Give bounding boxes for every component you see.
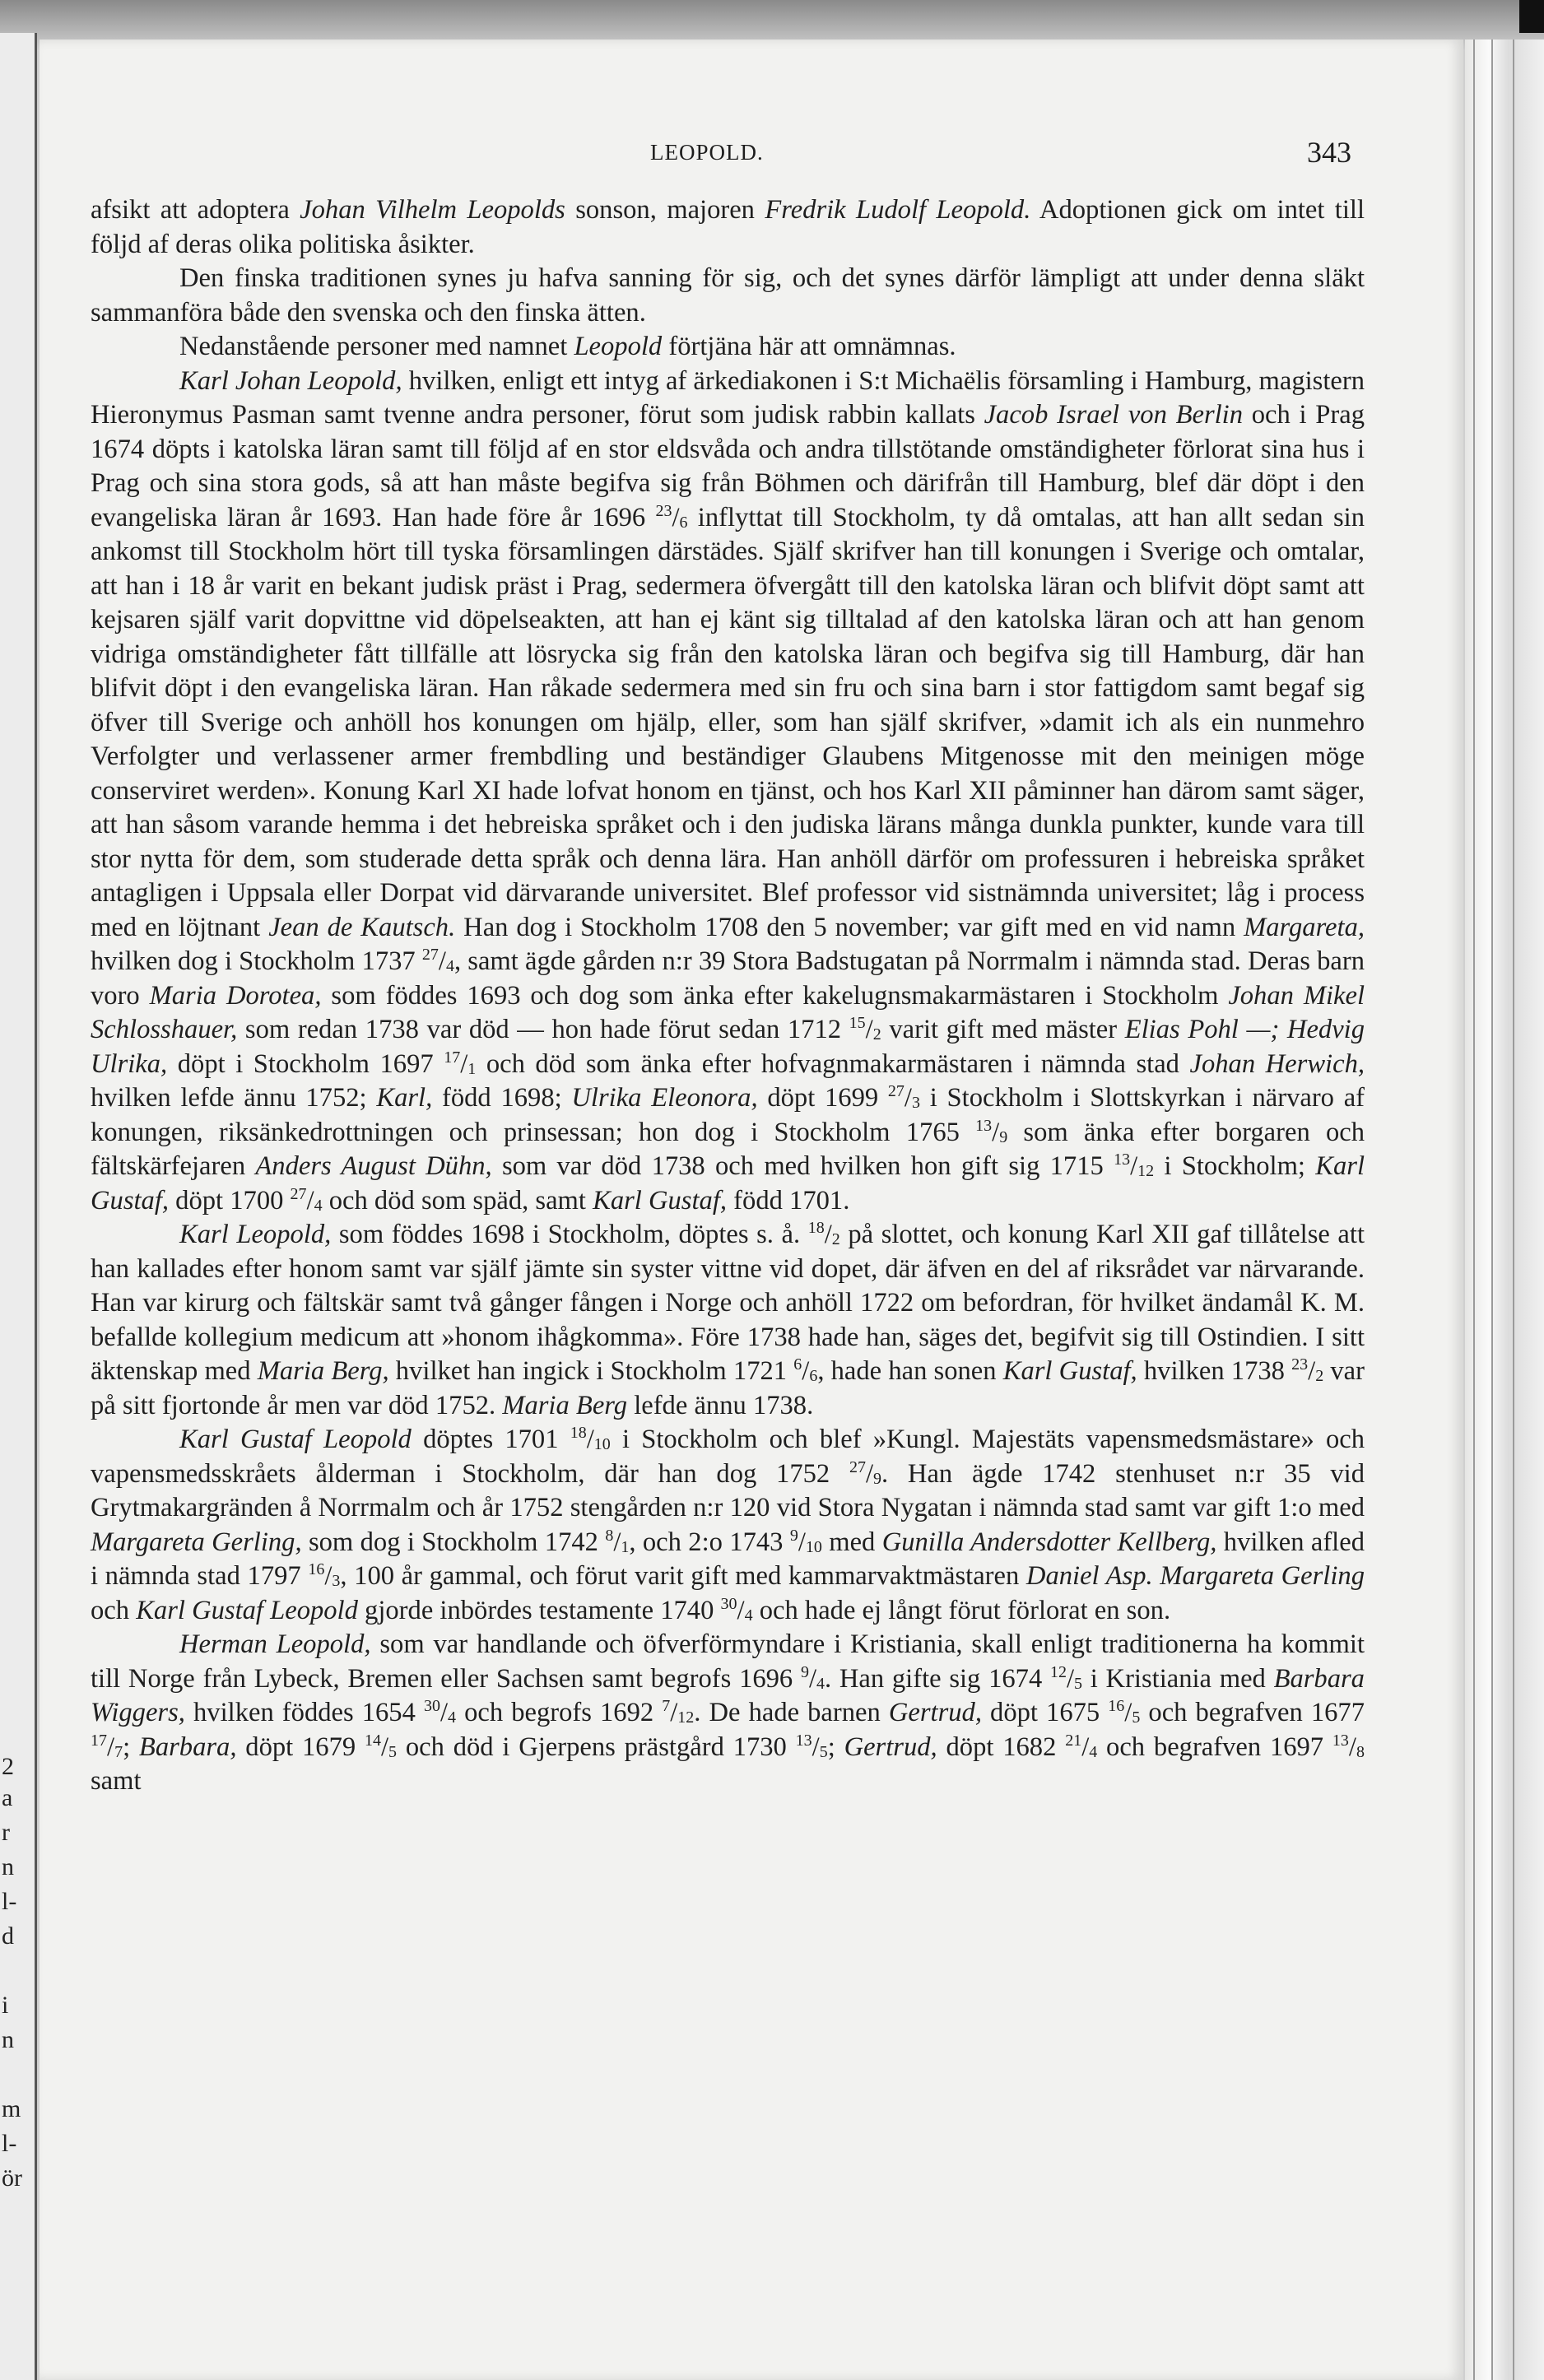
date-numerator: 13 — [795, 1731, 812, 1750]
date-numerator: 27 — [849, 1457, 866, 1476]
italic-name: Gertrud, — [844, 1732, 937, 1762]
date-denominator: 5 — [819, 1742, 828, 1761]
date-denominator: 4 — [1089, 1742, 1098, 1761]
text-run: och begrafven 1677 — [1140, 1698, 1365, 1727]
date-denominator: 10 — [593, 1435, 611, 1453]
italic-name: Karl Gustaf, — [91, 1151, 1365, 1216]
left-page-fragment: ör — [2, 2164, 22, 2192]
left-page-fragment: n — [2, 1853, 14, 1880]
date-numerator: 15 — [849, 1014, 866, 1032]
text-run: . De hade barnen — [694, 1698, 889, 1727]
text-run: / — [865, 1015, 873, 1044]
date-denominator: 5 — [1074, 1674, 1083, 1693]
date-denominator: 5 — [388, 1742, 398, 1761]
date-numerator: 7 — [662, 1697, 671, 1715]
date-denominator: 8 — [1356, 1742, 1365, 1761]
italic-name: Karl Gustaf, — [1002, 1356, 1137, 1386]
text-run: döpt 1675 — [981, 1698, 1109, 1727]
date-denominator: 9 — [999, 1127, 1008, 1146]
text-run: / — [107, 1732, 115, 1762]
date-numerator: 27 — [290, 1184, 307, 1203]
text-run: döpt 1679 — [236, 1732, 365, 1762]
text-run: hvilken lefde ännu 1752; — [91, 1083, 377, 1113]
text-run: , 100 år gammal, och förut varit gift med kammarvaktmästaren — [340, 1561, 1026, 1591]
date-numerator: 13 — [975, 1116, 993, 1135]
text-run: Adoptionen gick om intet till följd af deras olika politiska åsikter. — [91, 195, 1365, 259]
text-run: / — [1308, 1356, 1316, 1386]
text-run: / — [865, 1458, 874, 1489]
date-numerator: 30 — [720, 1594, 737, 1613]
text-run: / — [613, 1527, 621, 1557]
paragraph-adoption — [91, 193, 1365, 262]
text-run: i Stockholm och blef »Kungl. Majestäts vapensmedsmästare» och vapensmedsskråets ålderman i Stockholm, där han dog 1752 — [91, 1425, 1365, 1489]
text-run: född 1698; — [432, 1083, 572, 1113]
date-numerator: 23 — [655, 501, 672, 520]
text-run: / — [380, 1732, 389, 1762]
date-denominator: 9 — [873, 1469, 882, 1488]
text-run: i Stockholm; — [1154, 1151, 1316, 1181]
date-numerator: 6 — [793, 1355, 802, 1374]
italic-name: Johan Mikel Schlosshauer, — [91, 980, 1365, 1044]
date-numerator: 9 — [800, 1662, 809, 1681]
text-run: och i Prag 1674 döpts i katolska läran samt till följd af en stor eldsvåda och andra tillstötande omständigheter förlorat sina hus i Prag och sina stora gods, så att han måste begifva sig från Böhmen och därifrån till Hamburg, blef där döpt i den evangeliska läran år 1693. Han hade före år 1696 — [91, 400, 1365, 532]
text-run: i Stockholm i Slottskyrkan i närvaro af konungen, riksänkedrottningen och prinsessan; hon dog i Stockholm 1765 — [91, 1083, 1365, 1147]
date-denominator: 10 — [805, 1537, 822, 1556]
italic-name: Karl Johan Leopold, — [179, 365, 402, 396]
left-page-fragment: r — [2, 1819, 10, 1846]
left-page-fragment: a — [2, 1784, 13, 1811]
text-run: inflyttat till Stockholm, ty då omtalas, att han allt sedan sin ankomst till Stockholm hört till tyska församlingen därstädes. Själf skrifver han till konungen i Sverige och omtalar, att han i 18 år varit en bekant judisk präst i Prag, sedermera öfvergått till den katolska läran och blifvit döpt samt att kejsaren själf varit dopvittne vid döpelseakten, att han ej känt sig tilltalad af den katolska läran och att han genom vidriga omständigheter fått tillfälle att lösrycka sig från den katolska läran och begifva sig till Hamburg, där han blifvit döpt i den evangeliska läran. Han råkade sedermera med sin fru och sina barn i stor fattigdom samt begaf sig öfver till Sverige och anhöll hos konungen om hjälp, eller, som han själf skrifver, »damit ich als ein nunmehro Verfolgter und verlassener armer frembdling und beständiger Glaubens Mitgenosse mit den meinigen möge conserviret werden». Konung Karl XI hade lofvat honom en tjänst, och hos Karl XII påminner han därom samt säger, att han såsom varande hemma i det hebreiska språket och i den judiska lärans många dunkla punkter, kunde vara till stor nytta för dem, som studerade detta språk och denna lära. Han anhöll därför om professuren i hebreiska språket antagligen i Uppsala eller Dorpat vid därvarande universitet. Blef professor vid sistnämnda universitet; låg i process med en löjtnant — [91, 502, 1365, 942]
body-text — [91, 193, 1365, 1799]
date-denominator: 1 — [467, 1059, 477, 1078]
date-numerator: 16 — [1108, 1697, 1125, 1715]
page-edge-line — [1491, 40, 1493, 2380]
text-run: som var död 1738 och med hvilken hon gift sig 1715 — [491, 1151, 1114, 1181]
text-run: . Han ägde 1742 stenhuset n:r 35 vid Grytmakargränden å Norrmalm och år 1752 stengården n:r 120 vid Stora Nygatan i nämnda stad samt var gift 1:o med — [91, 1458, 1365, 1522]
text-run: döpt 1700 — [169, 1185, 291, 1216]
text-run: hvilken föddes 1654 — [184, 1698, 424, 1727]
italic-name: Elias Pohl —; Hedvig Ulrika, — [91, 1015, 1365, 1079]
text-run: / — [798, 1527, 806, 1557]
date-numerator: 21 — [1065, 1731, 1082, 1750]
date-denominator: 7 — [114, 1742, 123, 1761]
date-denominator: 1 — [621, 1537, 630, 1556]
text-run: förtjäna här att omnämnas. — [662, 332, 956, 361]
text-run: döpt i Stockholm 1697 — [167, 1048, 444, 1079]
italic-name: Johan Vilhelm Leopolds — [300, 195, 565, 225]
text-run: och begrafven 1697 — [1097, 1732, 1332, 1762]
text-run: / — [992, 1117, 1000, 1147]
italic-name: Fredrik Ludolf Leopold. — [765, 195, 1031, 225]
text-run: och hade ej långt förut förlorat en son. — [752, 1595, 1171, 1625]
date-denominator: 4 — [816, 1674, 825, 1693]
text-run: hvilken, enligt ett intyg af ärkediakonen i S:t Michaëlis församling i Hamburg, magistern Hieronymus Pasman samt tvenne andra personer, förut som judisk rabbin kallats — [91, 365, 1365, 430]
text-run: som föddes 1698 i Stockholm, döptes s. å. — [331, 1220, 808, 1249]
left-page-fragment: 2 — [2, 1753, 14, 1780]
left-page-fragment: d — [2, 1922, 14, 1950]
italic-name: Karl Gustaf, — [593, 1185, 728, 1216]
text-run: och — [91, 1595, 137, 1625]
text-run: afsikt att adoptera — [91, 195, 300, 225]
date-denominator: 5 — [1132, 1708, 1141, 1727]
italic-name: Margareta Gerling, — [91, 1527, 302, 1557]
date-numerator: 16 — [308, 1560, 325, 1578]
date-denominator: 2 — [1315, 1367, 1324, 1385]
text-run: / — [438, 946, 446, 976]
italic-name: Anders August Dühn, — [255, 1151, 492, 1181]
text-run: med — [821, 1527, 882, 1557]
text-run: som var handlande och öfverförmyndare i Kristiania, skall enligt traditionerna ha kommit till Norge från Lybeck, Bremen eller Sachsen samt begrofs 1696 — [91, 1629, 1365, 1694]
date-denominator: 3 — [911, 1094, 920, 1112]
text-run: / — [672, 502, 680, 532]
italic-name: Ulrika Eleonora, — [571, 1083, 758, 1113]
italic-name: Barbara, — [138, 1732, 237, 1762]
text-run: och begrofs 1692 — [456, 1698, 663, 1727]
paragraph-herman-leopold — [91, 1628, 1365, 1799]
text-run: ; — [827, 1732, 844, 1762]
italic-name: Johan Herwich, — [1189, 1048, 1365, 1079]
date-numerator: 23 — [1291, 1355, 1309, 1374]
text-run: hvilken 1738 — [1137, 1356, 1292, 1386]
left-page-fragment: n — [2, 2026, 14, 2053]
text-run: på slottet, och konung Karl XII gaf tillåtelse att han kallades efter honom samt var själf jämte sin syster vittne vid dopet, där äfven en del af riksrådet var närvarande. Han var kirurg och fältskär samt två gånger fången i Norge och anhöll 1722 om befordran, för hvilket ändamål K. M. befallde kollegium medicum att »honom ihågkomma». Före 1738 hade han, säges det, begifvit sig till Ostindien. I sitt äktenskap med — [91, 1220, 1365, 1386]
italic-name: Herman Leopold, — [179, 1629, 371, 1659]
italic-name: Jacob Israel von Berlin — [984, 400, 1244, 430]
date-denominator: 12 — [1137, 1162, 1155, 1180]
text-run: / — [1066, 1663, 1075, 1694]
left-page-fragment: l- — [2, 1888, 17, 1915]
text-run: ; — [123, 1732, 139, 1762]
date-denominator: 6 — [679, 513, 688, 532]
date-denominator: 2 — [831, 1230, 840, 1248]
text-run: döpt 1699 — [757, 1083, 888, 1113]
text-run: , och 2:o 1743 — [629, 1527, 790, 1557]
date-numerator: 17 — [91, 1731, 107, 1750]
text-run: född 1701. — [727, 1185, 850, 1216]
page-edge-line — [1473, 40, 1475, 2380]
text-run: samt — [91, 1766, 142, 1796]
date-numerator: 17 — [444, 1048, 461, 1067]
paragraph-karl-johan-leopold — [91, 365, 1365, 1219]
text-run: / — [1348, 1732, 1356, 1762]
italic-name: Jean de Kautsch. — [268, 912, 456, 942]
italic-name: Maria Berg, — [257, 1356, 389, 1386]
page-edge-line — [1513, 40, 1514, 2380]
date-denominator: 3 — [332, 1572, 341, 1590]
text-run: och död i Gjerpens prästgård 1730 — [397, 1732, 796, 1762]
date-numerator: 8 — [605, 1526, 614, 1545]
text-run: Nedanstående personer med namnet — [179, 332, 574, 361]
italic-name: Daniel Asp. Margareta Gerling — [1025, 1561, 1365, 1591]
page-number: 343 — [1307, 136, 1351, 169]
text-run: / — [812, 1732, 820, 1762]
text-run: , hade han sonen — [817, 1356, 1003, 1386]
date-denominator: 12 — [677, 1708, 695, 1727]
text-run: som dog i Stockholm 1742 — [301, 1527, 606, 1557]
italic-name: Maria Berg — [502, 1390, 628, 1420]
text-run: / — [586, 1425, 594, 1454]
date-numerator: 12 — [1049, 1662, 1067, 1681]
paragraph-finnish-tradition — [91, 262, 1365, 330]
date-numerator: 18 — [807, 1219, 825, 1237]
text-run: / — [670, 1698, 678, 1727]
text-run: som änka efter borgaren och fältskärfejaren — [91, 1117, 1365, 1181]
italic-name: Karl Leopold, — [179, 1220, 332, 1249]
text-run: / — [802, 1356, 810, 1386]
text-run: / — [808, 1663, 817, 1694]
date-numerator: 13 — [1332, 1731, 1349, 1750]
text-run: som föddes 1693 och dog som änka efter kakelugnsmakarmästaren i Stockholm — [321, 980, 1229, 1011]
scan-corner-shadow — [1519, 0, 1544, 33]
text-run: / — [1130, 1151, 1138, 1181]
italic-name: Barbara Wiggers, — [91, 1663, 1365, 1727]
text-run: Den finska traditionen synes ju hafva sanning för sig, och det synes därför lämpligt att under denna släkt sammanföra både den svenska och den finska ätten. — [91, 263, 1365, 328]
italic-name: Karl Gustaf Leopold — [136, 1595, 358, 1625]
italic-name: Karl Gustaf Leopold — [179, 1425, 412, 1454]
text-run: hvilken afled i nämnda stad 1797 — [91, 1527, 1365, 1591]
text-run: / — [324, 1561, 333, 1591]
italic-name: Gunilla Andersdotter Kellberg, — [881, 1527, 1217, 1557]
text-run: döptes 1701 — [411, 1425, 570, 1454]
date-numerator: 27 — [887, 1082, 905, 1100]
text-run: / — [1081, 1732, 1090, 1762]
date-denominator: 4 — [448, 1708, 457, 1727]
date-numerator: 30 — [423, 1697, 440, 1715]
text-run: Han dog i Stockholm 1708 den 5 november; var gift med en vid namn — [455, 912, 1244, 942]
text-run: / — [904, 1083, 912, 1113]
date-numerator: 27 — [421, 946, 439, 964]
date-numerator: 13 — [1114, 1150, 1131, 1169]
paragraph-named-persons — [91, 330, 1365, 365]
italic-name: Gertrud, — [888, 1698, 982, 1727]
date-denominator: 2 — [872, 1025, 881, 1044]
date-denominator: 4 — [445, 957, 454, 975]
text-run: som redan 1738 var död — hon hade förut sedan 1712 — [237, 1015, 849, 1044]
text-run: och död som änka efter hofvagnmakarmästaren i nämnda stad — [476, 1048, 1190, 1079]
text-run: / — [460, 1048, 468, 1079]
italic-name: Maria Dorotea, — [149, 980, 322, 1011]
text-run: / — [737, 1595, 745, 1625]
text-run: varit gift med mäster — [881, 1015, 1125, 1044]
text-run: / — [306, 1185, 314, 1216]
date-denominator: 6 — [809, 1367, 818, 1385]
running-head: LEOPOLD. — [650, 140, 764, 165]
text-run: hvilken dog i Stockholm 1737 — [91, 946, 422, 976]
text-run: / — [1124, 1698, 1132, 1727]
text-run: i Kristiania med — [1082, 1663, 1274, 1694]
paragraph-karl-gustaf-leopold — [91, 1423, 1365, 1628]
text-run: lefde ännu 1738. — [627, 1390, 814, 1420]
text-run: gjorde inbördes testamente 1740 — [357, 1595, 721, 1625]
italic-name: Margareta, — [1244, 912, 1365, 942]
text-run: / — [439, 1698, 449, 1727]
text-run: , samt ägde gården n:r 39 Stora Badstugatan på Norrmalm i nämnda stad. Deras barn voro — [91, 946, 1365, 1011]
left-page-fragment: i — [2, 1992, 9, 2019]
text-run: döpt 1682 — [937, 1732, 1066, 1762]
italic-name: Leopold — [574, 332, 663, 361]
date-denominator: 4 — [744, 1606, 753, 1625]
left-page-fragment: m — [2, 2095, 21, 2122]
page-gutter-edges — [1465, 40, 1544, 2380]
left-page-edge — [0, 33, 37, 2380]
text-run: var på sitt fjortonde år men var död 1752. — [91, 1356, 1365, 1420]
text-run: / — [824, 1220, 832, 1249]
italic-name: Karl, — [376, 1083, 433, 1113]
left-page-fragment: l- — [2, 2130, 17, 2157]
date-numerator: 9 — [789, 1526, 798, 1545]
text-run: och död som späd, samt — [322, 1185, 593, 1216]
date-numerator: 14 — [364, 1731, 381, 1750]
paragraph-karl-leopold — [91, 1218, 1365, 1423]
text-run: hvilket han ingick i Stockholm 1721 — [388, 1356, 794, 1386]
date-denominator: 4 — [314, 1196, 323, 1215]
date-numerator: 18 — [570, 1424, 587, 1442]
text-run: . Han gifte sig 1674 — [825, 1663, 1050, 1694]
text-run: sonson, majoren — [565, 195, 765, 225]
